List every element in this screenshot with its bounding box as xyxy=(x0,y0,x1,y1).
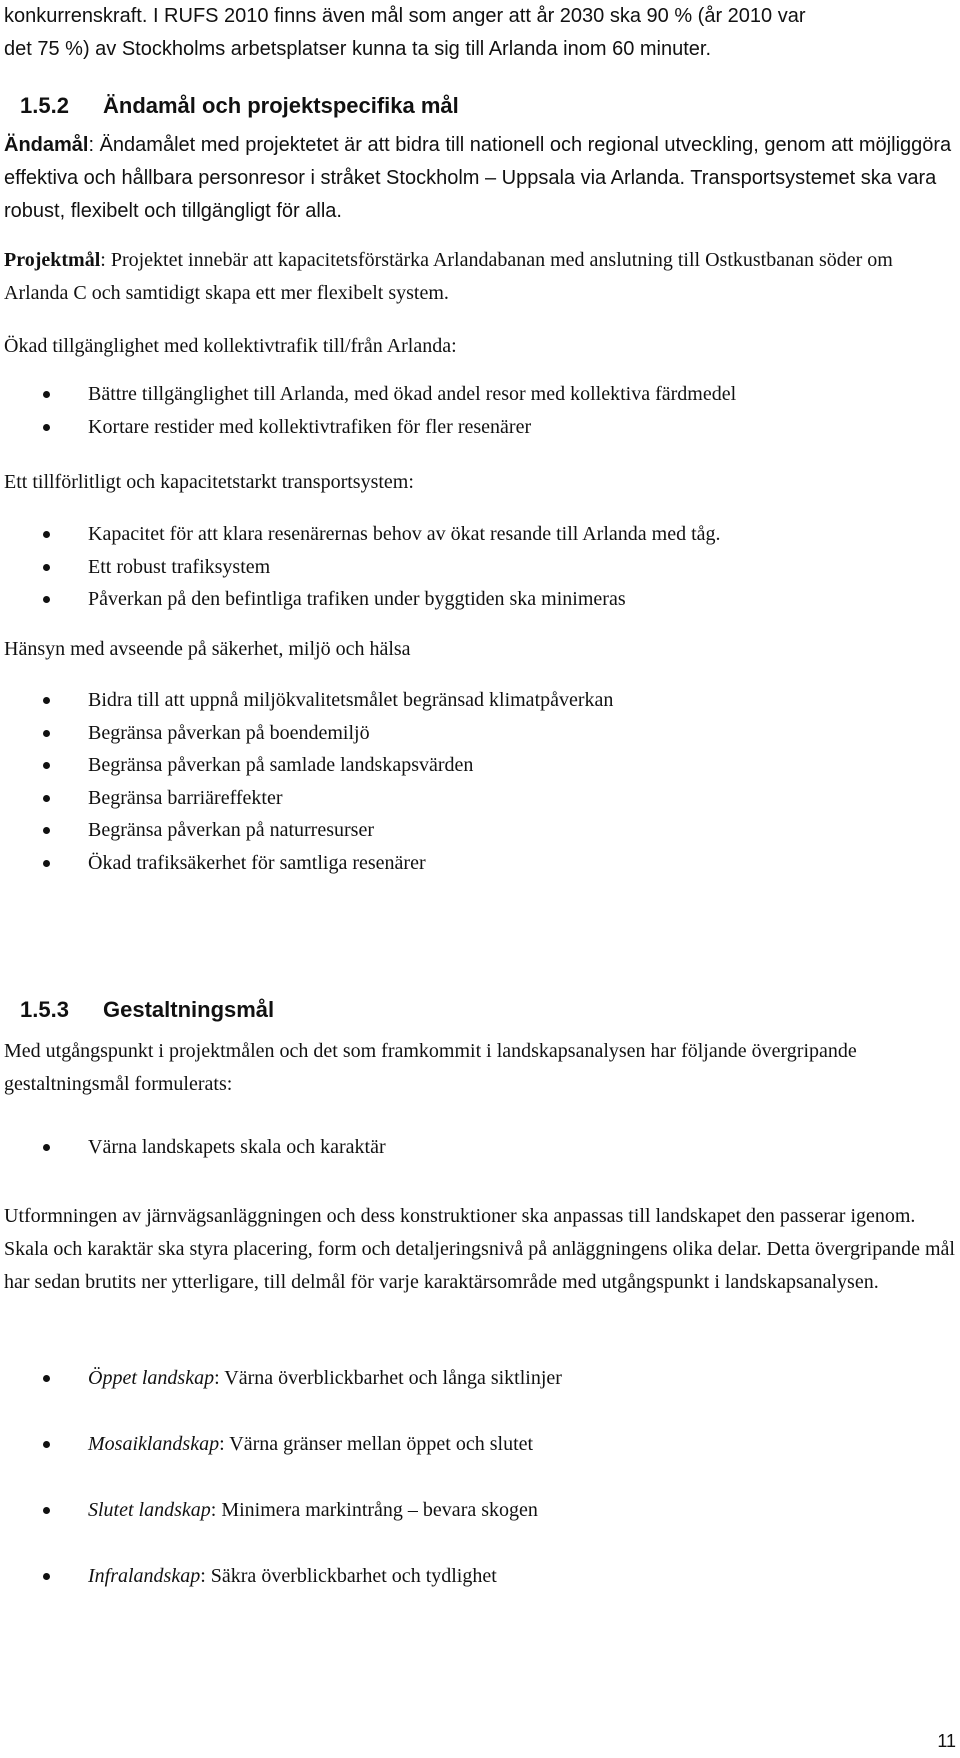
group3-heading: Hänsyn med avseende på säkerhet, miljö och hälsa xyxy=(4,638,411,660)
intro-line-2: det 75 %) av Stockholms arbetsplatser kunna ta sig till Arlanda inom 60 minuter. xyxy=(4,38,712,60)
group2-heading: Ett tillförlitligt och kapacitetstarkt transportsystem: xyxy=(4,471,414,493)
intro-line-1: konkurrenskraft. I RUFS 2010 finns även mål som anger att år 2030 ska 90 % (år 2010 var xyxy=(4,5,806,27)
list-item: Bättre tillgänglighet till Arlanda, med ökad andel resor med kollektiva färdmedel xyxy=(0,378,956,411)
list-item xyxy=(0,1362,956,1395)
list-item xyxy=(0,1560,956,1593)
andamal-paragraph xyxy=(4,129,956,228)
andamal-label: Ändamål xyxy=(4,134,89,156)
karaktar-text: : Värna överblickbarhet och långa siktlinjer xyxy=(214,1367,562,1389)
karaktar-list xyxy=(0,1362,956,1626)
projektmal-text: : Projektet innebär att kapacitetsförstärka Arlandabanan med anslutning till Ostkustbanan söder om Arlanda C och samtidigt skapa ett mer flexibelt system. xyxy=(4,249,893,304)
list-item: Begränsa påverkan på samlade landskapsvärden xyxy=(0,749,956,782)
list-item xyxy=(0,1494,956,1527)
section-title: Ändamål och projektspecifika mål xyxy=(103,93,459,118)
section-heading-1-5-2 xyxy=(20,91,459,121)
gestalt-main-list xyxy=(0,1131,956,1164)
section-title: Gestaltningsmål xyxy=(103,997,275,1022)
list-item: Påverkan på den befintliga trafiken under byggtiden ska minimeras xyxy=(0,583,956,616)
projektmal-paragraph xyxy=(4,244,956,310)
section-number: 1.5.3 xyxy=(20,997,69,1022)
list-item: Begränsa påverkan på boendemiljö xyxy=(0,717,956,750)
karaktar-term: Mosaiklandskap xyxy=(88,1433,220,1455)
intro-paragraph xyxy=(4,0,956,66)
list-item: Begränsa påverkan på naturresurser xyxy=(0,814,956,847)
karaktar-term: Infralandskap xyxy=(88,1565,201,1587)
gestalt-intro-paragraph: Med utgångspunkt i projektmålen och det som framkommit i landskapsanalysen har följande övergripande gestaltningsmål formulerats: xyxy=(4,1040,857,1095)
gestalt-body-paragraph: Utformningen av järnvägsanläggningen och dess konstruktioner ska anpassas till landskapet den passerar igenom. Skala och karaktär ska styra placering, form och detaljeringsnivå på anläggningens olika delar. Detta övergripande mål har sedan brutits ner ytterligare, till delmål för varje karaktärsområde med utgångspunkt i landskapsanalysen. xyxy=(4,1205,955,1293)
group3-list xyxy=(0,684,956,879)
list-item: Kapacitet för att klara resenärernas behov av ökat resande till Arlanda med tåg. xyxy=(0,518,956,551)
list-item xyxy=(0,1428,956,1461)
karaktar-text: : Värna gränser mellan öppet och slutet xyxy=(219,1433,534,1455)
karaktar-text: : Säkra överblickbarhet och tydlighet xyxy=(200,1565,497,1587)
section-number: 1.5.2 xyxy=(20,93,69,118)
andamal-text: : Ändamålet med projektetet är att bidra till nationell och regional utveckling, genom att möjliggöra effektiva och hållbara personresor i stråket Stockholm – Uppsala via Arlanda. Transportsystemet ska vara robust, flexibelt och tillgängligt för alla. xyxy=(4,134,952,222)
karaktar-term: Öppet landskap xyxy=(88,1367,215,1389)
page-number: 11 xyxy=(937,1731,956,1751)
karaktar-term: Slutet landskap xyxy=(88,1499,211,1521)
group2-list xyxy=(0,518,956,616)
list-item: Bidra till att uppnå miljökvalitetsmålet begränsad klimatpåverkan xyxy=(0,684,956,717)
group1-list xyxy=(0,378,956,443)
list-item: Kortare restider med kollektivtrafiken för fler resenärer xyxy=(0,411,956,444)
list-item: Värna landskapets skala och karaktär xyxy=(0,1131,956,1164)
group1-heading: Ökad tillgänglighet med kollektivtrafik till/från Arlanda: xyxy=(4,335,457,357)
list-item: Ökad trafiksäkerhet för samtliga resenärer xyxy=(0,847,956,880)
section-heading-1-5-3 xyxy=(20,995,274,1025)
list-item: Ett robust trafiksystem xyxy=(0,551,956,584)
karaktar-text: : Minimera markintrång – bevara skogen xyxy=(210,1499,538,1521)
list-item: Begränsa barriäreffekter xyxy=(0,782,956,815)
projektmal-label: Projektmål xyxy=(4,249,101,271)
